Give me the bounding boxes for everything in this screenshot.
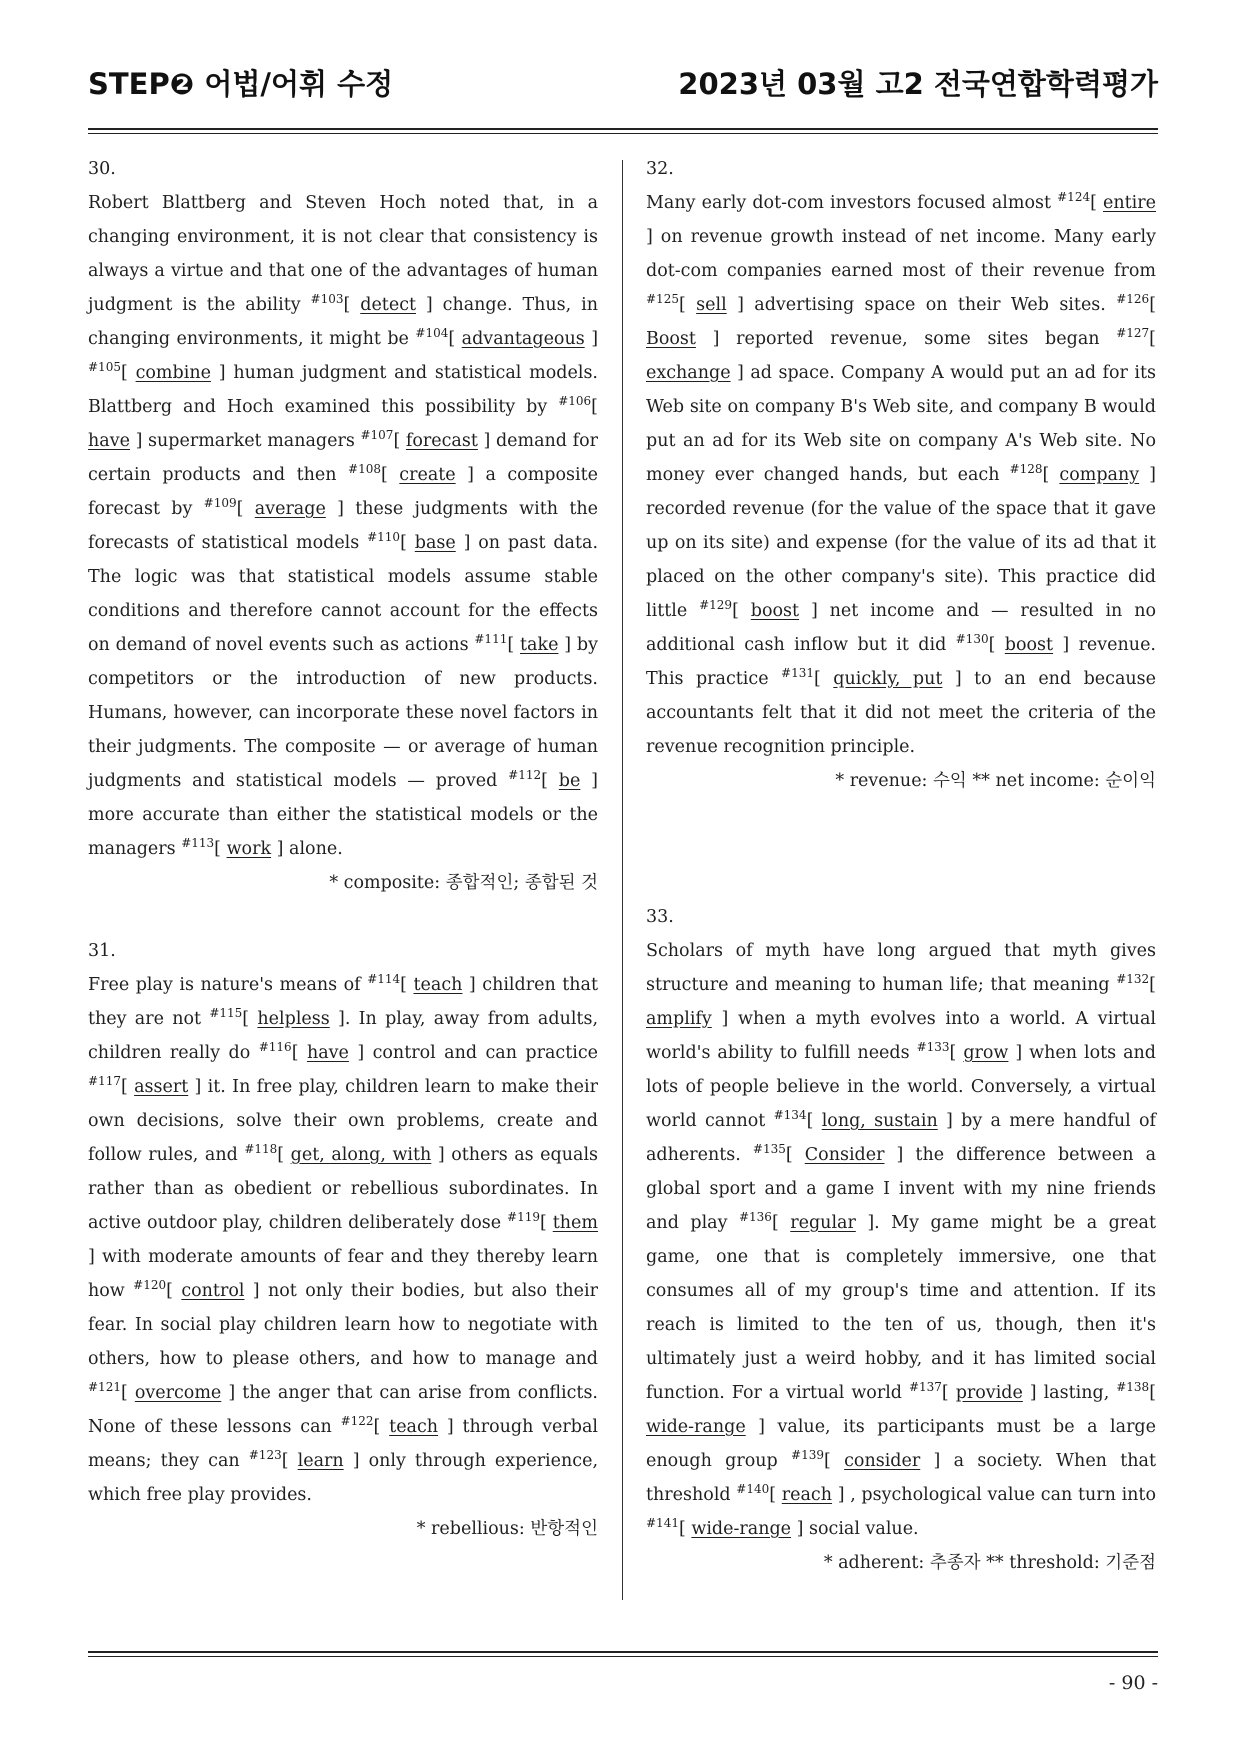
question-passage xyxy=(88,186,598,866)
answer-word: take xyxy=(520,635,559,655)
footnote: * rebellious: 반항적인 xyxy=(416,1519,598,1539)
blank-number: #139 xyxy=(791,1448,825,1463)
blank-number: #117 xyxy=(88,1074,121,1089)
answer-word: consider xyxy=(844,1451,921,1471)
answer-word: long, sustain xyxy=(821,1111,938,1131)
blank-number: #120 xyxy=(133,1278,167,1293)
passage-text: ] net income and — resulted in no additional cash inflow but it did xyxy=(646,601,1157,655)
answer-word: provide xyxy=(955,1383,1023,1403)
passage-text: [ xyxy=(1149,975,1156,995)
passage-text: ] children that they are not xyxy=(88,975,599,1029)
passage-text: [ xyxy=(242,1009,258,1029)
question-passage xyxy=(646,934,1156,1546)
passage-text: [ xyxy=(291,1043,307,1063)
blank-number: #119 xyxy=(507,1210,540,1225)
answer-word: Boost xyxy=(646,329,696,349)
passage-text: [ xyxy=(166,1281,182,1301)
passage-text: ] the anger that can arise from conflicts. None of these lessons can xyxy=(88,1383,598,1437)
answer-word: get, along, with xyxy=(290,1145,432,1165)
question-number: 33. xyxy=(646,907,674,927)
answer-word: base xyxy=(414,533,456,553)
passage-text: ] when lots and lots of people believe in the world. Conversely, a virtual world cannot xyxy=(646,1043,1157,1131)
passage-text: ] a composite forecast by xyxy=(88,465,598,519)
passage-text: ] human judgment and statistical models. Blattberg and Hoch examined this possibility by xyxy=(88,363,598,417)
question-number: 32. xyxy=(646,159,674,179)
passage-text: ] more accurate than either the statistical models or the managers xyxy=(88,771,599,859)
passage-text: [ xyxy=(949,1043,964,1063)
right-column xyxy=(646,152,1156,1580)
passage-text: [ xyxy=(678,1519,692,1539)
passage-text: [ xyxy=(1042,465,1060,485)
answer-word: reach xyxy=(781,1485,833,1505)
footer-rule xyxy=(88,1651,1158,1653)
passage-text: ] only through experience, which free play provides. xyxy=(88,1451,599,1505)
page-number: - 90 - xyxy=(1108,1672,1158,1694)
question-number: 31. xyxy=(88,941,116,961)
passage-text: ] with moderate amounts of fear and they thereby learn how xyxy=(88,1247,598,1301)
answer-word: have xyxy=(88,431,130,451)
header-rule-thin xyxy=(88,133,1158,134)
passage-text: ] revenue. This practice xyxy=(646,635,1156,689)
passage-text: ] value, its participants must be a large enough group xyxy=(646,1417,1156,1471)
blank-number: #109 xyxy=(203,496,237,511)
answer-word: be xyxy=(558,771,581,791)
blank-number: #115 xyxy=(209,1006,243,1021)
blank-number: #111 xyxy=(474,632,508,647)
answer-word: teach xyxy=(389,1417,439,1437)
answer-word: average xyxy=(254,499,326,519)
column-divider xyxy=(622,160,623,1600)
question-number: 30. xyxy=(88,159,116,179)
blank-number: #121 xyxy=(88,1380,121,1395)
passage-text: [ xyxy=(343,295,361,315)
passage-text: ] recorded revenue (for the value of the space that it gave up on its site) and expense (for the value of its ad that it placed on the other company's site). This practice did little xyxy=(646,465,1157,621)
passage-text: [ xyxy=(1149,1383,1157,1403)
blank-number: #128 xyxy=(1009,462,1043,477)
passage-text: [ xyxy=(769,1485,782,1505)
left-column xyxy=(88,152,598,1546)
blank-number: #107 xyxy=(360,428,394,443)
passage-text: [ xyxy=(507,635,520,655)
passage-text: [ xyxy=(541,771,559,791)
passage-text: ] by competitors or the introduction of new products. Humans, however, can incorporate these novel factors in their judgments. The composite — or average of human judgments and statistical models — proved xyxy=(88,635,598,791)
blank-number: #118 xyxy=(244,1142,278,1157)
answer-word: Consider xyxy=(804,1145,885,1165)
passage-text: [ xyxy=(400,975,414,995)
passage-text: [ xyxy=(988,635,1005,655)
blank-number: #112 xyxy=(508,768,542,783)
passage-text: [ xyxy=(120,1383,135,1403)
answer-word: them xyxy=(552,1213,599,1233)
passage-text: ] a society. When that threshold xyxy=(646,1451,1156,1505)
passage-text: [ xyxy=(380,465,400,485)
blank-number: #131 xyxy=(781,666,814,681)
page-title: STEP❷ 어법/어휘 수정 xyxy=(88,67,394,101)
blank-number: #130 xyxy=(955,632,989,647)
passage-text: [ xyxy=(277,1145,291,1165)
answer-word: have xyxy=(306,1043,349,1063)
passage-text: ] ad space. Company A would put an ad for its Web site on company B's Web site, and company B would put an ad for its Web site on company A's Web site. No money ever changed hands, but each xyxy=(646,363,1156,485)
passage-text: [ xyxy=(591,397,598,417)
passage-text: ] alone. xyxy=(271,839,343,859)
answer-word: company xyxy=(1059,465,1140,485)
passage-text: [ xyxy=(214,839,227,859)
blank-number: #122 xyxy=(340,1414,374,1429)
answer-word: create xyxy=(399,465,456,485)
passage-text: ] to an end because accountants felt that it did not meet the criteria of the revenue recognition principle. xyxy=(646,669,1156,757)
passage-text: Free play is nature's means of xyxy=(88,975,368,995)
passage-text: ] advertising space on their Web sites. xyxy=(726,295,1117,315)
answer-word: wide-range xyxy=(691,1519,792,1539)
blank-number: #113 xyxy=(181,836,215,851)
passage-text: [ xyxy=(400,533,415,553)
blank-number: #110 xyxy=(367,530,401,545)
blank-number: #136 xyxy=(738,1210,772,1225)
passage-text: ] on past data. The logic was that statistical models assume stable conditions and therefore cannot account for the effects on demand of novel events such as actions xyxy=(88,533,599,655)
answer-word: teach xyxy=(413,975,463,995)
answer-word: boost xyxy=(750,601,800,621)
header-rule xyxy=(88,128,1158,130)
passage-text: ] others as equals rather than as obedient or rebellious subordinates. In active outdoor play, children deliberately dose xyxy=(88,1145,599,1233)
passage-text: ] control and can practice xyxy=(348,1043,599,1063)
passage-text: [ xyxy=(1149,329,1156,349)
blank-number: #141 xyxy=(646,1516,679,1531)
answer-word: grow xyxy=(963,1043,1009,1063)
passage-text: [ xyxy=(448,329,462,349)
passage-text: ] social value. xyxy=(791,1519,919,1539)
passage-text: [ xyxy=(678,295,697,315)
passage-text: [ xyxy=(824,1451,845,1471)
footnote: * adherent: 추종자 ** threshold: 기준점 xyxy=(823,1553,1156,1573)
passage-text: [ xyxy=(120,1077,135,1097)
passage-text: ] on revenue growth instead of net income. Many early dot-com companies earned most of their revenue from xyxy=(646,227,1156,281)
passage-text: ] not only their bodies, but also their fear. In social play children learn how to negotiate with others, how to please others, and how to manage and xyxy=(88,1281,598,1369)
passage-text: ]. My game might be a great game, one that is completely immersive, one that consumes all of my group's time and attention. If its reach is limited to the ten of us, though, then it's ultimately just a weird hobby, and it has limited social function. For a virtual world xyxy=(646,1213,1156,1403)
answer-word: quickly, put xyxy=(833,669,943,689)
answer-word: learn xyxy=(297,1451,344,1471)
passage-text: [ xyxy=(120,363,136,383)
passage-text: [ xyxy=(732,601,751,621)
blank-number: #138 xyxy=(1116,1380,1150,1395)
passage-text: ] change. Thus, in changing environments, it might be xyxy=(88,295,598,349)
answer-word: exchange xyxy=(646,363,731,383)
blank-number: #127 xyxy=(1116,326,1150,341)
blank-number: #106 xyxy=(558,394,592,409)
blank-number: #135 xyxy=(752,1142,786,1157)
answer-word: forecast xyxy=(405,431,478,451)
answer-word: helpless xyxy=(257,1009,330,1029)
passage-text: ] the difference between a global sport and a game I invent with my nine friends and play xyxy=(646,1145,1156,1233)
passage-text: Robert Blattberg and Steven Hoch noted that, in a changing environment, it is not clear that consistency is always a virtue and that one of the advantages of human judgment is the ability xyxy=(88,193,598,315)
blank-number: #103 xyxy=(310,292,344,307)
exam-title: 2023년 03월 고2 전국연합학력평가 xyxy=(678,67,1158,101)
passage-text: [ xyxy=(806,1111,822,1131)
answer-word: amplify xyxy=(646,1009,712,1029)
passage-text: ] through verbal means; they can xyxy=(88,1417,599,1471)
footnote: * revenue: 수익 ** net income: 순이익 xyxy=(835,771,1156,791)
passage-text: [ xyxy=(1090,193,1104,213)
answer-word: sell xyxy=(696,295,727,315)
blank-number: #123 xyxy=(248,1448,282,1463)
answer-word: combine xyxy=(135,363,211,383)
question-passage xyxy=(646,186,1156,764)
passage-text: [ xyxy=(771,1213,791,1233)
blank-number: #125 xyxy=(646,292,679,307)
passage-text: ] when a myth evolves into a world. A virtual world's ability to fulfill needs xyxy=(646,1009,1156,1063)
passage-text: [ xyxy=(813,669,834,689)
answer-word: wide-range xyxy=(646,1417,746,1437)
passage-text: [ xyxy=(236,499,255,519)
passage-text: [ xyxy=(281,1451,298,1471)
question-passage xyxy=(88,968,598,1512)
passage-text: [ xyxy=(539,1213,553,1233)
answer-word: boost xyxy=(1004,635,1054,655)
passage-text: ] supermarket managers xyxy=(129,431,361,451)
blank-number: #116 xyxy=(258,1040,292,1055)
answer-word: assert xyxy=(134,1077,189,1097)
blank-number: #104 xyxy=(415,326,449,341)
passage-text: ] lasting, xyxy=(1022,1383,1117,1403)
blank-number: #137 xyxy=(908,1380,942,1395)
answer-word: overcome xyxy=(134,1383,222,1403)
blank-number: #108 xyxy=(348,462,381,477)
passage-text: ] reported revenue, some sites began xyxy=(695,329,1117,349)
footnote: * composite: 종합적인; 종합된 것 xyxy=(329,873,598,893)
passage-text: [ xyxy=(1149,295,1157,315)
answer-word: control xyxy=(181,1281,245,1301)
answer-word: entire xyxy=(1103,193,1156,213)
blank-number: #124 xyxy=(1057,190,1091,205)
passage-text: [ xyxy=(941,1383,956,1403)
passage-text: [ xyxy=(785,1145,805,1165)
blank-number: #133 xyxy=(916,1040,950,1055)
blank-number: #132 xyxy=(1116,972,1150,987)
passage-text: ] xyxy=(584,329,599,349)
blank-number: #140 xyxy=(736,1482,770,1497)
answer-word: regular xyxy=(790,1213,856,1233)
passage-text: ] demand for certain products and then xyxy=(88,431,598,485)
passage-text: ] , psychological value can turn into xyxy=(832,1485,1157,1505)
passage-text: ] these judgments with the forecasts of statistical models xyxy=(88,499,598,553)
passage-text: Scholars of myth have long argued that myth gives structure and meaning to human life; that meaning xyxy=(646,941,1156,995)
passage-text: ]. In play, away from adults, children really do xyxy=(88,1009,599,1063)
passage-text: ] it. In free play, children learn to make their own decisions, solve their own problems, create and follow rules, and xyxy=(88,1077,598,1165)
passage-text: ] by a mere handful of adherents. xyxy=(646,1111,1157,1165)
answer-word: work xyxy=(226,839,272,859)
passage-text: [ xyxy=(373,1417,390,1437)
passage-text: Many early dot-com investors focused almost xyxy=(646,193,1058,213)
answer-word: detect xyxy=(360,295,417,315)
blank-number: #129 xyxy=(699,598,733,613)
passage-text: [ xyxy=(393,431,406,451)
answer-word: advantageous xyxy=(461,329,585,349)
blank-number: #134 xyxy=(773,1108,807,1123)
footer-rule-thin xyxy=(88,1656,1158,1657)
blank-number: #105 xyxy=(88,360,121,375)
blank-number: #114 xyxy=(367,972,401,987)
blank-number: #126 xyxy=(1116,292,1150,307)
